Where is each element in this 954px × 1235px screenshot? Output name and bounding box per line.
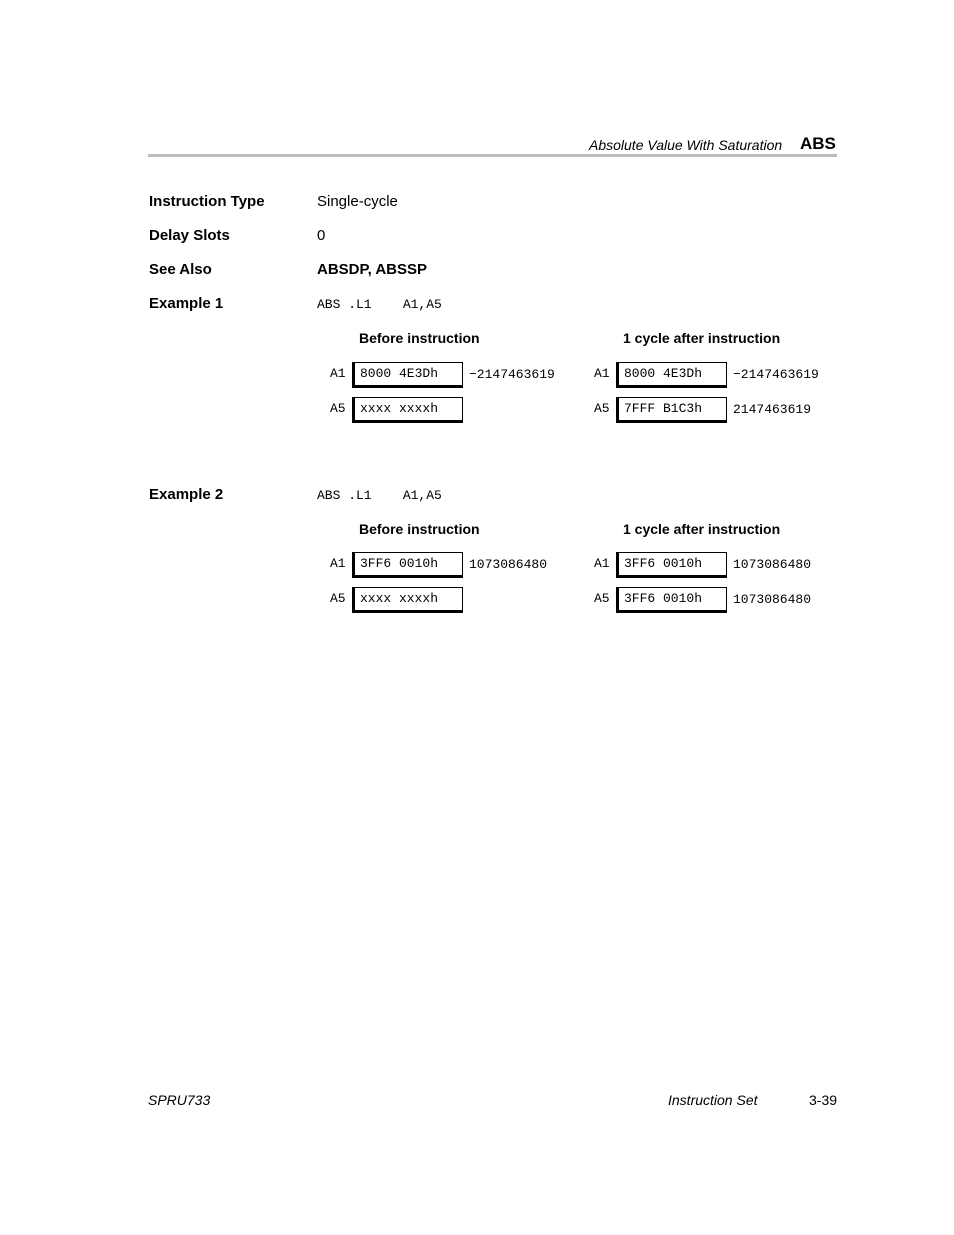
see-also-value: ABSDP, ABSSP xyxy=(317,261,428,278)
delay-slots-value: 0 xyxy=(317,227,326,244)
example-1-after-header: 1 cycle after instruction xyxy=(623,330,781,346)
register-decimal: −2147463619 xyxy=(733,367,819,382)
example-1-before-header: Before instruction xyxy=(359,330,480,346)
register-value-box: 8000 4E3Dh xyxy=(354,362,463,386)
footer-doc-id: SPRU733 xyxy=(148,1092,211,1108)
register-decimal: 1073086480 xyxy=(733,557,812,572)
register-value-box: xxxx xxxxh xyxy=(354,397,463,421)
page-header-title: ABS xyxy=(800,134,836,153)
register-name: A1 xyxy=(330,366,346,381)
register-decimal: 1073086480 xyxy=(469,557,548,572)
register-value-box: 8000 4E3Dh xyxy=(618,362,727,386)
register-name: A1 xyxy=(330,556,346,571)
register-name: A5 xyxy=(330,591,346,606)
register-decimal: 2147463619 xyxy=(733,402,812,417)
register-decimal: −2147463619 xyxy=(469,367,555,382)
header-divider xyxy=(148,154,837,157)
example-2-code: ABS .L1 A1,A5 xyxy=(317,488,442,503)
register-name: A5 xyxy=(330,401,346,416)
example-1-label: Example 1 xyxy=(149,295,224,312)
example-2-after-header: 1 cycle after instruction xyxy=(623,521,781,537)
instruction-type-value: Single-cycle xyxy=(317,193,398,210)
instruction-type-label: Instruction Type xyxy=(149,193,265,210)
register-value-box: 3FF6 0010h xyxy=(618,552,727,576)
register-name: A5 xyxy=(594,401,610,416)
footer-page-number: 3-39 xyxy=(809,1092,838,1108)
register-value-box: 3FF6 0010h xyxy=(354,552,463,576)
delay-slots-label: Delay Slots xyxy=(149,227,230,244)
register-value-box: 7FFF B1C3h xyxy=(618,397,727,421)
register-value-box: xxxx xxxxh xyxy=(354,587,463,611)
register-value-box: 3FF6 0010h xyxy=(618,587,727,611)
register-name: A1 xyxy=(594,366,610,381)
example-2-before-header: Before instruction xyxy=(359,521,480,537)
see-also-label: See Also xyxy=(149,261,212,278)
register-name: A1 xyxy=(594,556,610,571)
example-1-code: ABS .L1 A1,A5 xyxy=(317,297,442,312)
example-2-label: Example 2 xyxy=(149,486,224,503)
register-name: A5 xyxy=(594,591,610,606)
page-header-subtitle: Absolute Value With Saturation xyxy=(589,137,783,153)
footer-section: Instruction Set xyxy=(668,1092,758,1108)
register-decimal: 1073086480 xyxy=(733,592,812,607)
